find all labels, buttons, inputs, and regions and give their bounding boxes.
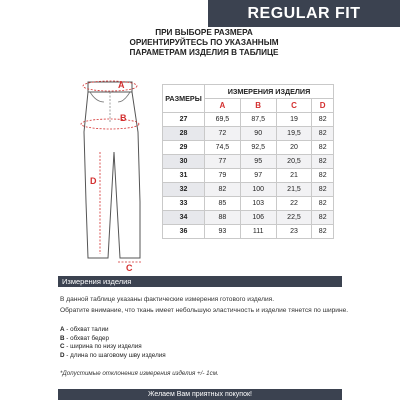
- table-cell: 74,5: [205, 141, 241, 155]
- size-cell: 29: [163, 141, 205, 155]
- table-cell: 87,5: [240, 113, 276, 127]
- table-cell: 95: [240, 155, 276, 169]
- footer-bar: [58, 389, 342, 400]
- legend-text: - ширина по низу изделия: [64, 343, 142, 351]
- footer-text: Желаем Вам приятных покупок!: [148, 391, 252, 398]
- sizes-header: РАЗМЕРЫ: [163, 85, 205, 113]
- table-cell: 82: [312, 127, 334, 141]
- legend-text: - длина по шаговому шву изделия: [64, 351, 166, 359]
- measurement-legend: [60, 326, 166, 360]
- legend-key: C: [60, 343, 65, 351]
- header-title-bar: [208, 0, 400, 27]
- table-cell: 22,5: [276, 211, 312, 225]
- table-row: [163, 197, 334, 211]
- intro-line-1: ПРИ ВЫБОРЕ РАЗМЕРА: [155, 28, 253, 37]
- table-cell: 82: [312, 183, 334, 197]
- table-cell: 21: [276, 169, 312, 183]
- legend-item: [60, 352, 166, 361]
- size-table: [162, 84, 334, 239]
- label-a: A: [118, 80, 125, 90]
- label-c: C: [126, 263, 133, 272]
- table-cell: 20,5: [276, 155, 312, 169]
- table-row: [163, 113, 334, 127]
- table-cell: 19: [276, 113, 312, 127]
- info-paragraph-1: В данной таблице указаны фактические измерения готового изделия.: [60, 296, 275, 303]
- section-title-bar: [58, 276, 342, 287]
- table-cell: 88: [205, 211, 241, 225]
- table-cell: 79: [205, 169, 241, 183]
- table-row: [163, 169, 334, 183]
- intro-line-3: ПАРАМЕТРАМ ИЗДЕЛИЯ В ТАБЛИЦЕ: [129, 48, 279, 57]
- table-cell: 21,5: [276, 183, 312, 197]
- size-cell: 33: [163, 197, 205, 211]
- measurements-header: ИЗМЕРЕНИЯ ИЗДЕЛИЯ: [205, 85, 334, 99]
- table-cell: 77: [205, 155, 241, 169]
- size-cell: 32: [163, 183, 205, 197]
- table-cell: 111: [240, 225, 276, 239]
- section-title: Измерения изделия: [62, 277, 132, 286]
- table-cell: 72: [205, 127, 241, 141]
- column-header-b: B: [240, 99, 276, 113]
- table-cell: 97: [240, 169, 276, 183]
- table-cell: 106: [240, 211, 276, 225]
- size-cell: 31: [163, 169, 205, 183]
- table-cell: 100: [240, 183, 276, 197]
- table-cell: 82: [205, 183, 241, 197]
- table-cell: 82: [312, 225, 334, 239]
- table-cell: 19,5: [276, 127, 312, 141]
- column-header-d: D: [312, 99, 334, 113]
- label-b: B: [120, 113, 127, 123]
- legend-key: D: [60, 351, 65, 359]
- size-cell: 27: [163, 113, 205, 127]
- table-cell: 23: [276, 225, 312, 239]
- size-cell: 36: [163, 225, 205, 239]
- info-paragraph-2: Обратите внимание, что ткань имеет небольшую эластичность и изделие тянется по ширине.: [60, 307, 349, 315]
- table-cell: 85: [205, 197, 241, 211]
- info-text: [60, 296, 350, 319]
- table-cell: 82: [312, 197, 334, 211]
- column-header-a: A: [205, 99, 241, 113]
- table-cell: 90: [240, 127, 276, 141]
- table-cell: 22: [276, 197, 312, 211]
- column-header-c: C: [276, 99, 312, 113]
- pants-front-pocket: [90, 92, 104, 102]
- table-row: [163, 183, 334, 197]
- table-cell: 92,5: [240, 141, 276, 155]
- legend-item: [60, 343, 166, 352]
- table-cell: 103: [240, 197, 276, 211]
- intro-text: [96, 28, 312, 58]
- legend-key: B: [60, 334, 65, 342]
- legend-text: - обхват бедер: [64, 334, 110, 342]
- legend-item: [60, 326, 166, 335]
- table-row: [163, 225, 334, 239]
- legend-text: - обхват талии: [64, 326, 109, 333]
- table-cell: 69,5: [205, 113, 241, 127]
- table-cell: 82: [312, 169, 334, 183]
- size-cell: 34: [163, 211, 205, 225]
- table-cell: 82: [312, 141, 334, 155]
- table-row: [163, 127, 334, 141]
- pants-outline: [84, 92, 140, 258]
- legend-item: [60, 335, 166, 344]
- page-title: REGULAR FIT: [247, 4, 361, 22]
- table-cell: 93: [205, 225, 241, 239]
- legend-key: A: [60, 326, 65, 333]
- tolerance-note: *Допустимые отклонения измерения изделия +/- 1см.: [60, 370, 219, 377]
- intro-line-2: ОРИЕНТИРУЙТЕСЬ ПО УКАЗАННЫМ: [129, 38, 279, 47]
- table-cell: 82: [312, 113, 334, 127]
- size-cell: 30: [163, 155, 205, 169]
- label-d: D: [90, 176, 97, 186]
- table-cell: 20: [276, 141, 312, 155]
- table-row: [163, 141, 334, 155]
- table-row: [163, 211, 334, 225]
- table-cell: 82: [312, 211, 334, 225]
- size-cell: 28: [163, 127, 205, 141]
- table-row: [163, 155, 334, 169]
- pants-back-pocket: [118, 92, 130, 102]
- table-header-row: [163, 85, 334, 99]
- table-cell: 82: [312, 155, 334, 169]
